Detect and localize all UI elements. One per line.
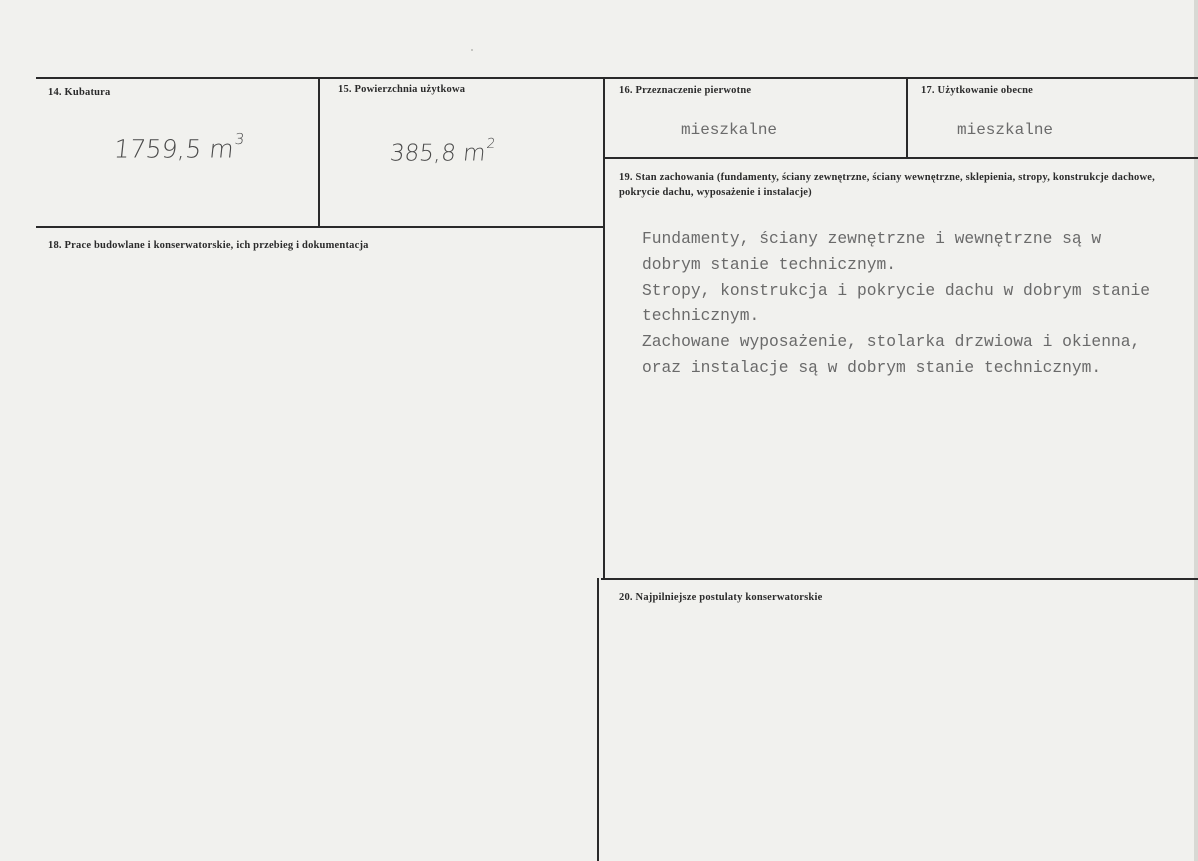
- field-15-label: 15. Powierzchnia użytkowa: [338, 84, 466, 95]
- divider-14-15: [318, 77, 320, 227]
- field-19-line: Stropy, konstrukcja i pokrycie dachu w dobrym stanie: [642, 280, 1151, 300]
- field-19-line: Fundamenty, ściany zewnętrzne i wewnętrzne są w: [642, 229, 1102, 248]
- top-rule: [36, 77, 1198, 79]
- field-19-line: Zachowane wyposażenie, stolarka drzwiowa i okienna,: [642, 332, 1141, 352]
- field-19-line: oraz instalacje są w dobrym stanie technicznym.: [642, 357, 1102, 377]
- field-17-value: mieszkalne: [957, 121, 1054, 139]
- rule-above-20: [601, 578, 1198, 580]
- field-19-text: [642, 226, 1182, 381]
- page-edge: [1194, 0, 1198, 861]
- rule-under-16-17: [604, 157, 1198, 159]
- field-15-value: [388, 136, 497, 167]
- field-15-value-text: 385,8 m: [388, 140, 487, 167]
- field-14-label: 14. Kubatura: [48, 87, 111, 98]
- field-17-label: 17. Użytkowanie obecne: [921, 85, 1034, 96]
- divider-main-column: [603, 77, 605, 578]
- field-16-value: mieszkalne: [681, 121, 778, 139]
- field-18-label: 18. Prace budowlane i konserwatorskie, ich przebieg i dokumentacja: [48, 240, 369, 251]
- field-14-exponent: 3: [233, 130, 246, 148]
- divider-main-column-lower: [597, 578, 599, 861]
- rule-under-14-15: [36, 226, 604, 228]
- field-15-exponent: 2: [485, 136, 497, 152]
- field-14-value: [112, 130, 246, 164]
- field-14-value-text: 1759,5 m: [112, 134, 236, 164]
- field-19-label: 19. Stan zachowania (fundamenty, ściany zewnętrzne, ściany wewnętrzne, sklepienia, stropy, konstrukcje dachowe, pokrycie dachu, wyposażenie i instalacje): [619, 172, 1155, 198]
- divider-16-17: [906, 77, 908, 159]
- field-16-label: 16. Przeznaczenie pierwotne: [619, 85, 752, 96]
- field-19-line: technicznym.: [642, 306, 760, 326]
- paper-speck: [471, 49, 473, 51]
- field-19-line: dobrym stanie technicznym.: [642, 254, 897, 274]
- field-20-label: 20. Najpilniejsze postulaty konserwatorskie: [619, 592, 823, 603]
